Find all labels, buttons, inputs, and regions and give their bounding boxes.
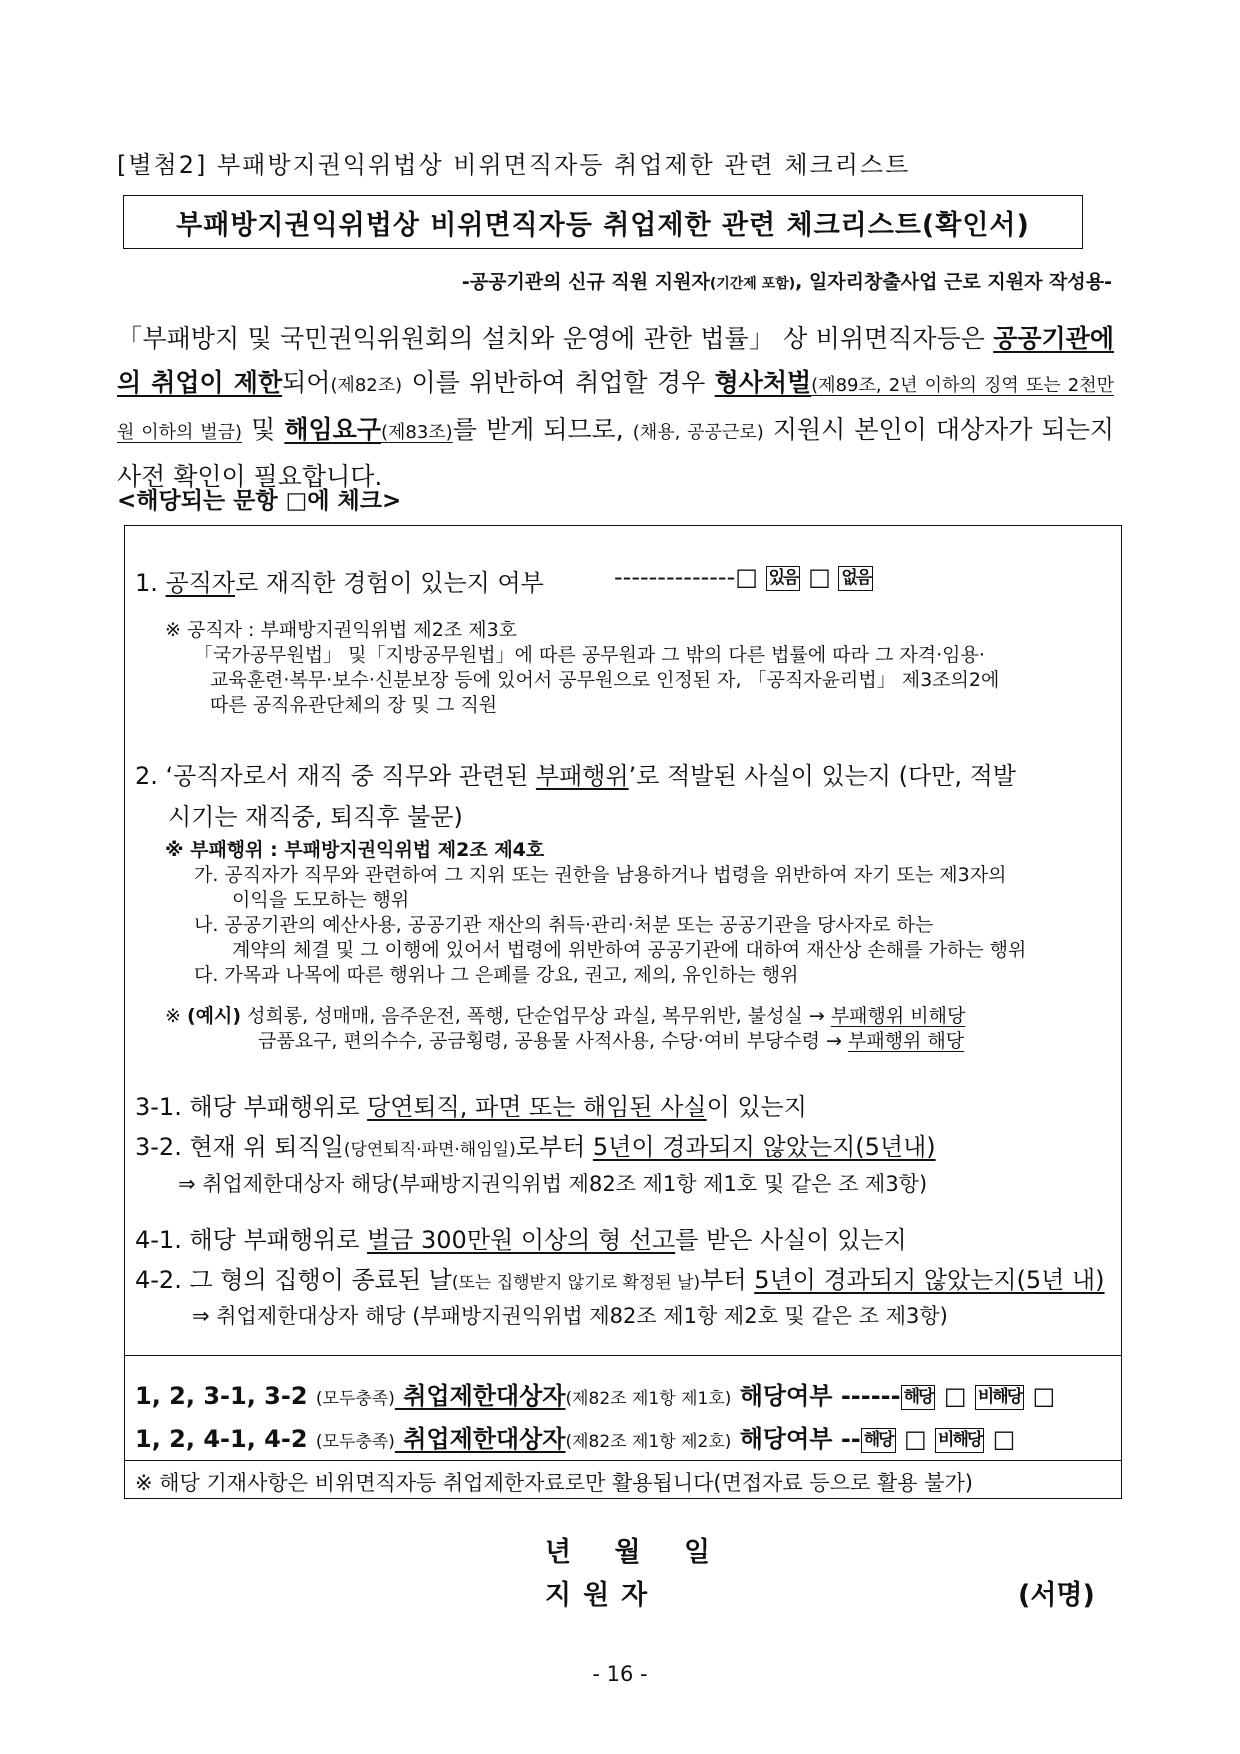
q2-note-na1: 나. 공공기관의 예산사용, 공공기관 재산의 취득·관리·처분 또는 공공기관을 당사자로 하는	[194, 914, 934, 936]
concl-r2-not-applicable-checkbox[interactable]: □	[992, 1425, 1016, 1453]
question-1	[135, 563, 544, 598]
attachment-title: [별첨2] 부패방지권익위법상 비위면직자등 취업제한 관련 체크리스트	[117, 151, 911, 179]
subtitle-part3: , 일자리창출사업 근로 지원자 작성용-	[795, 271, 1112, 293]
q2-ex1-result: 부패행위 비해당	[830, 1005, 966, 1027]
q3-l2b: (당연퇴직·파면·해임일)	[343, 1140, 516, 1160]
question-2	[135, 756, 1016, 791]
q1-term: 공직자	[165, 569, 236, 597]
concl-r1-question: 해당여부	[731, 1382, 841, 1410]
date-line: 년 월 일	[545, 1537, 711, 1568]
intro-t4: (제82조)	[330, 375, 403, 396]
q3-l2c: 로부터	[515, 1133, 593, 1161]
question-3-1	[135, 1087, 807, 1122]
q2-t3: ’로 적발된 사실이 있는지 (다만, 적발	[628, 762, 1016, 790]
intro-t1: 「부패방지 및 국민권익위원회의 설치와 운영에 관한 법률」 상 비위면직자등은	[117, 324, 994, 353]
q4-l2a: 4-2. 그 형의 집행이 종료된 날	[135, 1266, 452, 1294]
concl-r1-applicable-label: 해당	[901, 1385, 936, 1410]
concl-r2-paren: (모두충족)	[315, 1432, 395, 1452]
q2-note-title: ※ 부패행위 : 부패방지권익위법 제2조 제4호	[165, 839, 545, 861]
intro-t10: (제83조)	[380, 422, 453, 443]
q2-t2: 부패행위	[535, 762, 629, 790]
intro-t2: 공공기관에의 취업이 제한	[117, 324, 1114, 397]
q1-yes-label: 있음	[766, 566, 801, 591]
q2-example-2	[258, 1029, 964, 1054]
q1-num: 1.	[135, 569, 166, 597]
q2-ex1: 성희롱, 성매매, 음주운전, 폭행, 단순업무상 과실, 복무위반, 불성실 →	[241, 1005, 831, 1027]
concl-r2-dash: --	[840, 1425, 861, 1453]
subtitle-part2: (기간제 포함)	[709, 276, 796, 292]
intro-t12: (채용, 공공근로)	[632, 422, 764, 443]
concl-r2-target: 취업제한대상자	[394, 1425, 566, 1453]
intro-t5: 이를 위반하여 취업할 경우	[402, 368, 715, 397]
q4-l1a: 4-1. 해당 부패행위로	[135, 1226, 368, 1254]
subtitle	[462, 267, 1112, 294]
intro-t9: 해임요구	[284, 415, 381, 444]
intro-t8: 및	[242, 415, 285, 444]
q2-note-ga2: 이익을 도모하는 행위	[232, 889, 410, 911]
concl-r2-applicable-checkbox[interactable]: □	[903, 1425, 927, 1453]
intro-t7: (제89조, 2년 이하의 징역 또는 2천만원 이하의 벌금)	[117, 375, 1114, 443]
q4-result: ⇒ 취업제한대상자 해당 (부패방지권익위법 제82조 제1항 제2호 및 같은 조 제3항)	[192, 1304, 948, 1328]
q2-ex2: 금품요구, 편의수수, 공금횡령, 공용물 사적사용, 수당·여비 부당수령 →	[258, 1030, 848, 1052]
q1-note-line1: 「국가공무원법」 및「지방공무원법」에 따른 공무원과 그 밖의 다른 법률에 따라 그 자격·임용·	[194, 644, 985, 666]
concl-r1-dash: ------	[840, 1382, 901, 1410]
subtitle-part1: -공공기관의 신규 직원 지원자	[461, 271, 710, 293]
q3-l2a: 3-2. 현재 위 퇴직일	[135, 1133, 344, 1161]
q3-l1b: 당연퇴직, 파면 또는 해임된 사실	[367, 1093, 707, 1121]
intro-t13: 지원시 본인이 대상자가 되는지 사전 확인이 필요합니다.	[117, 415, 1114, 491]
concl-r2-law: (제82조 제1항 제2호)	[565, 1432, 732, 1452]
q1-no-label: 없음	[838, 566, 873, 591]
q2-ex2-result: 부패행위 해당	[848, 1030, 965, 1052]
q1-rest: 로 재직한 경험이 있는지 여부	[235, 569, 544, 597]
signature-field[interactable]: (서명)	[1018, 1580, 1095, 1611]
concl-r1-paren: (모두충족)	[315, 1389, 395, 1409]
intro-t11: 를 받게 되므로,	[452, 415, 633, 444]
main-title: 부패방지권익위법상 비위면직자등 취업제한 관련 체크리스트(확인서)	[123, 195, 1083, 249]
concl-r1-items: 1, 2, 3-1, 3-2	[135, 1382, 316, 1410]
q3-l1c: 이 있는지	[706, 1093, 807, 1121]
q3-l1a: 3-1. 해당 부패행위로	[135, 1093, 368, 1121]
check-guide: <해당되는 문항 □에 체크>	[117, 488, 402, 514]
q4-l1c: 를 받은 사실이 있는지	[675, 1226, 907, 1254]
q4-l1b: 벌금 300만원 이상의 형 선고	[367, 1226, 676, 1254]
conclusion-row-1	[135, 1376, 1055, 1411]
q3-l2d: 5년이 경과되지 않았는지(5년내)	[592, 1133, 936, 1161]
footer-note-divider	[124, 1460, 1122, 1461]
concl-r1-target: 취업제한대상자	[394, 1382, 566, 1410]
q1-note-line2: 교육훈련·복무·보수·신분보장 등에 있어서 공무원으로 인정된 자, 「공직자윤리법」 제3조의2에	[210, 669, 1000, 691]
q1-note-line3: 따른 공직유관단체의 장 및 그 직원	[210, 694, 498, 716]
conclusion-divider	[124, 1355, 1122, 1356]
concl-r2-applicable-label: 해당	[861, 1428, 896, 1453]
page-number: - 16 -	[592, 1662, 648, 1686]
concl-r1-not-applicable-label: 비해당	[975, 1385, 1024, 1410]
concl-r2-not-applicable-label: 비해당	[935, 1428, 984, 1453]
concl-r2-question: 해당여부	[731, 1425, 841, 1453]
question-4-2	[135, 1260, 1105, 1295]
q2-ex-label: (예시)	[186, 1005, 242, 1027]
q2-t1: 2. ‘공직자로서 재직 중 직무와 관련된	[135, 762, 536, 790]
q1-answer	[614, 563, 873, 591]
q2-ex-mark: ※	[165, 1005, 187, 1027]
q1-dashes: --------------	[614, 563, 736, 591]
question-3-2	[135, 1127, 936, 1162]
q4-l2d: 5년이 경과되지 않았는지(5년 내)	[754, 1266, 1105, 1294]
concl-r1-not-applicable-checkbox[interactable]: □	[1032, 1382, 1056, 1410]
q2-note-da: 다. 가목과 나목에 따른 행위나 그 은폐를 강요, 권고, 제의, 유인하는 행위	[194, 964, 799, 986]
q2-example-1	[165, 1004, 965, 1029]
q4-l2c: 부터	[700, 1266, 755, 1294]
concl-r2-items: 1, 2, 4-1, 4-2	[135, 1425, 316, 1453]
conclusion-row-2	[135, 1419, 1015, 1454]
question-4-1	[135, 1220, 907, 1255]
q2-note-ga1: 가. 공직자가 직무와 관련하여 그 지위 또는 권한을 남용하거나 법령을 위반하여 자기 또는 제3자의	[194, 864, 1007, 886]
q4-l2b: (또는 집행받지 않기로 확정된 날)	[451, 1273, 701, 1293]
question-2-cont: 시기는 재직중, 퇴직후 불문)	[168, 803, 463, 831]
q1-note-title: ※ 공직자 : 부패방지권익위법 제2조 제3호	[165, 619, 518, 641]
intro-t3: 되어	[282, 368, 331, 397]
q3-result: ⇒ 취업제한대상자 해당(부패방지권익위법 제82조 제1항 제1호 및 같은 조 제3항)	[178, 1172, 928, 1196]
q2-note-na2: 계약의 체결 및 그 이행에 있어서 법령에 위반하여 공공기관에 대하여 재산상 손해를 가하는 행위	[232, 939, 1027, 961]
q1-no-checkbox[interactable]: □	[808, 563, 831, 591]
applicant-label: 지원자	[545, 1580, 660, 1611]
intro-paragraph	[117, 317, 1114, 499]
concl-r1-applicable-checkbox[interactable]: □	[943, 1382, 967, 1410]
concl-r1-law: (제82조 제1항 제1호)	[565, 1389, 732, 1409]
q1-yes-checkbox[interactable]: □	[735, 563, 758, 591]
footer-note: ※ 해당 기재사항은 비위면직자등 취업제한자료로만 활용됩니다(면접자료 등으로 활용 불가)	[135, 1471, 973, 1495]
intro-t6: 형사처벌	[714, 368, 812, 397]
